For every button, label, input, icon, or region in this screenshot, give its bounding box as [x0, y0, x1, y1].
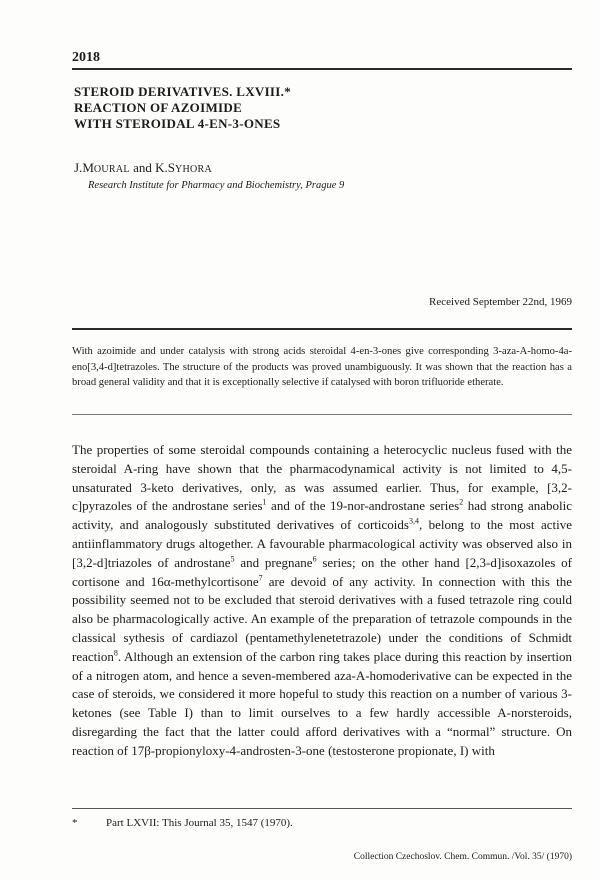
author-1-surname: OURAL — [93, 164, 130, 175]
abstract-bottom-rule — [72, 414, 572, 415]
body-text-8: . Although an extension of the carbon ring takes place during this reaction by insertion of a nitrogen atom, and hence a seven-membered aza-A-homoderivative can be expected in the case of steroids, we considered it more hopeful to study this reaction on a number of various 3-ketones (see Table I) than to limit ourselves to a few hardly accessible A-norsteroids, disregarding the fact that the latter could afford derivatives with a “normal” structure. On reaction of 17β-propionyloxy-4-androsten-3-one (testosterone propionate, I) with — [72, 648, 572, 758]
footnote-rule — [72, 808, 572, 809]
body-paragraph — [72, 441, 572, 761]
author-1-initial: J. — [74, 160, 83, 175]
author-2-initial: K. — [155, 160, 168, 175]
page-number: 2018 — [72, 50, 100, 65]
authors-and: and — [129, 160, 156, 175]
body-text-4: , belong to the most active antiinflammatory drugs altogether. A favourable pharmacological activity was observed also in [3,2-d]triazoles of androstane — [72, 517, 572, 570]
body-text-2: and of the 19-nor-androstane series — [266, 498, 460, 514]
citation-6: 6 — [312, 554, 317, 564]
title-line-2: REACTION OF AZOIMIDE — [74, 100, 243, 115]
footnote-mark: * — [72, 817, 78, 829]
body-text-1: The properties of some steroidal compounds containing a heterocyclic nucleus fused with the steroidal A-ring have shown that the pharmacodynamical activity is not limited to 4,5-unsaturated 3-keto derivatives, only, as was assumed earlier. Thus, for example, [3,2-c]pyrazoles of the androstane series — [72, 442, 572, 514]
affiliation: Research Institute for Pharmacy and Biochemistry, Prague 9 — [88, 180, 345, 191]
body-text-6: series; on the other hand [2,3-d]isoxazoles of cortisone and 16α-methylcortisone — [72, 554, 572, 589]
title-line-1: STEROID DERIVATIVES. LXVIII.* — [74, 84, 292, 99]
footnote — [72, 817, 293, 829]
body-text-7: are devoid of any activity. In connection with this the possibility seemed not to be excluded that steroid derivatives with a fused tetrazole ring could also be pharmacologically active. An example of the preparation of tetrazole compounds in the classical sythesis of cardiazol (pentamethylenetetrazole) under the conditions of Schmidt reaction — [72, 573, 572, 664]
citation-3-4: 3,4 — [408, 516, 419, 526]
article-title — [74, 84, 291, 132]
title-line-3: WITH STEROIDAL 4-EN-3-ONES — [74, 116, 281, 131]
footnote-text: Part LXVII: This Journal 35, 1547 (1970). — [106, 817, 293, 829]
citation-5: 5 — [230, 554, 235, 564]
citation-7: 7 — [258, 573, 263, 583]
abstract-top-rule — [72, 328, 572, 330]
author-1-first-letter: M — [82, 160, 94, 175]
received-date: Received September 22nd, 1969 — [429, 296, 572, 308]
author-2-surname: YHORA — [174, 164, 213, 175]
header-rule — [72, 68, 572, 70]
citation-1: 1 — [262, 498, 267, 508]
authors — [74, 160, 212, 176]
body-text-3: had strong anabolic activity, and analogously substituted derivatives of corticoids — [72, 498, 572, 533]
citation-2: 2 — [459, 498, 464, 508]
body-text-5: and pregnane — [234, 554, 313, 570]
citation-8: 8 — [113, 648, 118, 658]
abstract: With azoimide and under catalysis with strong acids steroidal 4-en-3-ones give corresponding 3-aza-A-homo-4a-eno[3,4-d]tetrazoles. The structure of the products was proved unambiguously. It was shown that the reaction has a broad general validity and that it is exceptionally selective if catalysed with boron trifluoride etherate. — [72, 346, 572, 388]
author-2-first-letter: S — [167, 160, 175, 175]
journal-footer: Collection Czechoslov. Chem. Commun. /Vol. 35/ (1970) — [353, 852, 572, 862]
